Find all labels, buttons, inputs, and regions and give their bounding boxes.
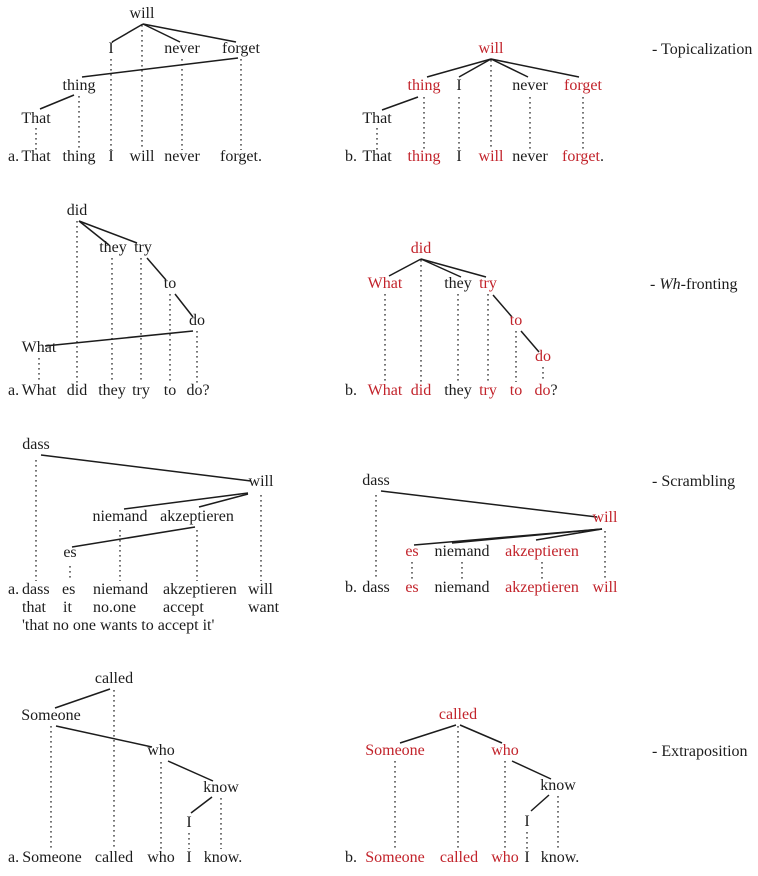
sentence-1a-word-thing: thing xyxy=(62,148,96,165)
sentence-3a-word-akzeptieren: akzeptieren xyxy=(163,581,237,598)
tree1a-word-I: I xyxy=(108,40,114,57)
edge-forget-thing xyxy=(82,58,238,77)
edge-dass-will xyxy=(381,491,597,517)
edge-did-What xyxy=(389,259,421,276)
sentence-3b-word-es: es xyxy=(405,579,419,596)
sentence-2b-word-did: did xyxy=(410,382,432,399)
sentence-1b-word-forget-red: forget xyxy=(562,148,600,165)
tree2b-word-What: What xyxy=(367,275,403,292)
tree3a-word-es: es xyxy=(63,544,77,561)
sentence-4a-word-called: called xyxy=(94,849,134,866)
sentence-3b-word-will: will xyxy=(592,579,618,596)
tree2b-word-to: to xyxy=(509,312,523,329)
sentence-1a-word-never: never xyxy=(164,148,200,165)
sentence-3a-word-niemand: niemand xyxy=(93,581,149,598)
tree1b-word-will: will xyxy=(478,40,504,57)
tree1a-word-That: That xyxy=(21,110,51,127)
tree3b-word-es: es xyxy=(405,543,419,560)
sentence-3a-word-will: will xyxy=(248,581,273,598)
edge-called-who xyxy=(460,725,502,743)
sentence-2b-word-to: to xyxy=(509,382,523,399)
tree2b-word-did: did xyxy=(410,240,432,257)
tree3a-word-akzeptieren: akzeptieren xyxy=(160,508,234,525)
tree1a-word-will: will xyxy=(129,5,155,22)
tree3b-word-will: will xyxy=(592,509,618,526)
sentence-1b-word-thing: thing xyxy=(407,148,441,165)
tree3b-word-akzeptieren: akzeptieren xyxy=(505,543,579,560)
sentence-4b-word-called: called xyxy=(439,849,479,866)
sentence-2b-word-What: What xyxy=(367,382,403,399)
edge-Someone-who xyxy=(56,726,152,747)
sentence-3b-word-akzeptieren: akzeptieren xyxy=(505,579,579,596)
tree4b-word-know: know xyxy=(540,777,576,794)
edge-dass-will xyxy=(41,455,251,481)
tree-1b xyxy=(345,40,604,165)
tree2a-word-to: to xyxy=(163,275,177,292)
sentence-2a-word-What: What xyxy=(21,382,57,399)
sentence-4a-word-who: who xyxy=(147,849,175,866)
sentence-4a-word-I: I xyxy=(186,849,192,866)
tree3b-word-dass: dass xyxy=(362,472,390,489)
edge-akzeptieren-es xyxy=(72,527,195,547)
sentence-2b-word-try: try xyxy=(479,382,497,399)
tree4b-word-I: I xyxy=(524,813,530,830)
row3-phenomenon-label: - Scrambling xyxy=(652,473,736,490)
sentence-1b-word-will: will xyxy=(478,148,504,165)
tree-3b xyxy=(345,472,618,596)
tree-4b xyxy=(345,706,579,866)
sentence-1b-word-forget xyxy=(562,148,604,165)
tree4a-word-who: who xyxy=(147,742,175,759)
tree4a-word-I: I xyxy=(186,814,192,831)
row4-phenomenon-label: - Extraposition xyxy=(652,743,748,760)
sentence-1b-word-That: That xyxy=(362,148,392,165)
sentence-3a-word-dass: dass xyxy=(22,581,50,598)
sentence-2a-word-did: did xyxy=(66,382,88,399)
sentence-4a-word-know: know. xyxy=(203,849,243,866)
tree3a-word-will: will xyxy=(248,473,274,490)
edge-know-I xyxy=(191,797,212,813)
edge-will-forget xyxy=(491,59,579,77)
sentence-2b-word-they: they xyxy=(444,382,472,399)
sentence-3a-word-es: es xyxy=(62,581,76,598)
edge-will-never xyxy=(491,59,528,77)
tree1a-word-never: never xyxy=(164,40,200,57)
tree2a-word-try: try xyxy=(134,239,152,256)
sentence-4b-word-who: who xyxy=(491,849,519,866)
sentence-1a-word-forget: forget. xyxy=(220,148,262,165)
tree2b-word-do: do xyxy=(535,348,551,365)
sentence-4a-word-Someone: Someone xyxy=(22,849,82,866)
tree1a-word-thing: thing xyxy=(62,77,96,94)
edge-will-niemand xyxy=(124,493,248,509)
sentence-2a-word-they: they xyxy=(98,382,126,399)
sentence-4b-tag: b. xyxy=(345,849,357,866)
sentence-1a-word-will: will xyxy=(129,148,155,165)
sentence-2b-tag: b. xyxy=(345,382,357,399)
tree4a-word-called: called xyxy=(94,670,134,687)
sentence-2a-tag: a. xyxy=(8,382,20,399)
tree-2b xyxy=(345,240,558,399)
row1-phenomenon-label: - Topicalization xyxy=(652,41,753,58)
sentence-3b-tag: b. xyxy=(345,579,357,596)
sentence-1a-word-That: That xyxy=(21,148,51,165)
edge-will-niemand xyxy=(452,529,602,543)
tree3b-word-niemand: niemand xyxy=(434,543,490,560)
tree2a-word-do: do xyxy=(189,312,205,329)
edge-called-Someone xyxy=(400,725,456,743)
sentence-3b-word-dass: dass xyxy=(362,579,390,596)
sentence-2a-word-to: to xyxy=(163,382,177,399)
row2-phenomenon-label: - Wh-fronting xyxy=(650,276,738,293)
sentence-1a-tag: a. xyxy=(8,148,20,165)
sentence-2a-word-try: try xyxy=(132,382,150,399)
sentence-4b-word-Someone: Someone xyxy=(365,849,425,866)
edge-do-What xyxy=(45,331,193,346)
edge-will-I xyxy=(112,24,143,42)
gloss-3a-no-one: no.one xyxy=(93,599,137,616)
gloss-3a-it: it xyxy=(63,599,72,616)
edge-know-I xyxy=(531,795,549,811)
tree4a-word-Someone: Someone xyxy=(21,707,81,724)
edge-thing-That xyxy=(382,97,418,110)
tree4a-word-know: know xyxy=(203,779,239,796)
tree1b-word-never: never xyxy=(512,77,548,94)
tree1b-word-thing: thing xyxy=(407,77,441,94)
sentence-2b-word-do xyxy=(534,382,557,399)
edge-thing-That xyxy=(40,95,74,109)
tree1b-word-I: I xyxy=(456,77,462,94)
gloss-3a-that: that xyxy=(22,599,46,616)
tree-1a xyxy=(8,5,262,165)
edge-who-know xyxy=(168,761,213,781)
sentence-2a-word-do: do? xyxy=(186,382,210,399)
tree2a-word-they: they xyxy=(99,239,127,256)
tree2a-word-What: What xyxy=(21,339,57,356)
tree1b-word-That: That xyxy=(362,110,392,127)
tree2b-word-they: they xyxy=(444,275,472,292)
gloss-3a-want: want xyxy=(248,599,280,616)
sentence-1b-word-I: I xyxy=(456,148,462,165)
sentence-1b-period: . xyxy=(599,148,604,165)
tree-2a xyxy=(8,202,210,399)
sentence-1b-word-never: never xyxy=(512,148,548,165)
tree-4a xyxy=(8,670,242,866)
tree3a-word-niemand: niemand xyxy=(92,508,148,525)
sentence-2b-question-mark: ? xyxy=(550,382,558,399)
translation-3a: 'that no one wants to accept it' xyxy=(22,617,215,634)
tree3a-word-dass: dass xyxy=(22,436,50,453)
tree1a-word-forget: forget xyxy=(222,40,260,57)
edge-will-thing xyxy=(427,59,491,77)
tree1b-word-forget: forget xyxy=(564,77,602,94)
tree2a-word-did: did xyxy=(66,202,88,219)
tree2b-word-try: try xyxy=(479,275,497,292)
edge-called-Someone xyxy=(55,689,110,708)
tree4b-word-Someone: Someone xyxy=(365,742,425,759)
gloss-3a-accept: accept xyxy=(163,599,204,616)
sentence-4b-word-I: I xyxy=(524,849,530,866)
tree-3a xyxy=(8,436,280,634)
sentence-1b-tag: b. xyxy=(345,148,357,165)
edge-will-I xyxy=(459,59,491,77)
sentence-4b-word-know: know. xyxy=(540,849,580,866)
sentence-1a-word-I: I xyxy=(108,148,114,165)
sentence-3b-word-niemand: niemand xyxy=(434,579,490,596)
sentence-2b-word-do-red: do xyxy=(534,382,551,399)
sentence-3a-tag: a. xyxy=(8,581,20,598)
sentence-4a-tag: a. xyxy=(8,849,20,866)
tree4b-word-who: who xyxy=(491,742,519,759)
tree4b-word-called: called xyxy=(438,706,478,723)
